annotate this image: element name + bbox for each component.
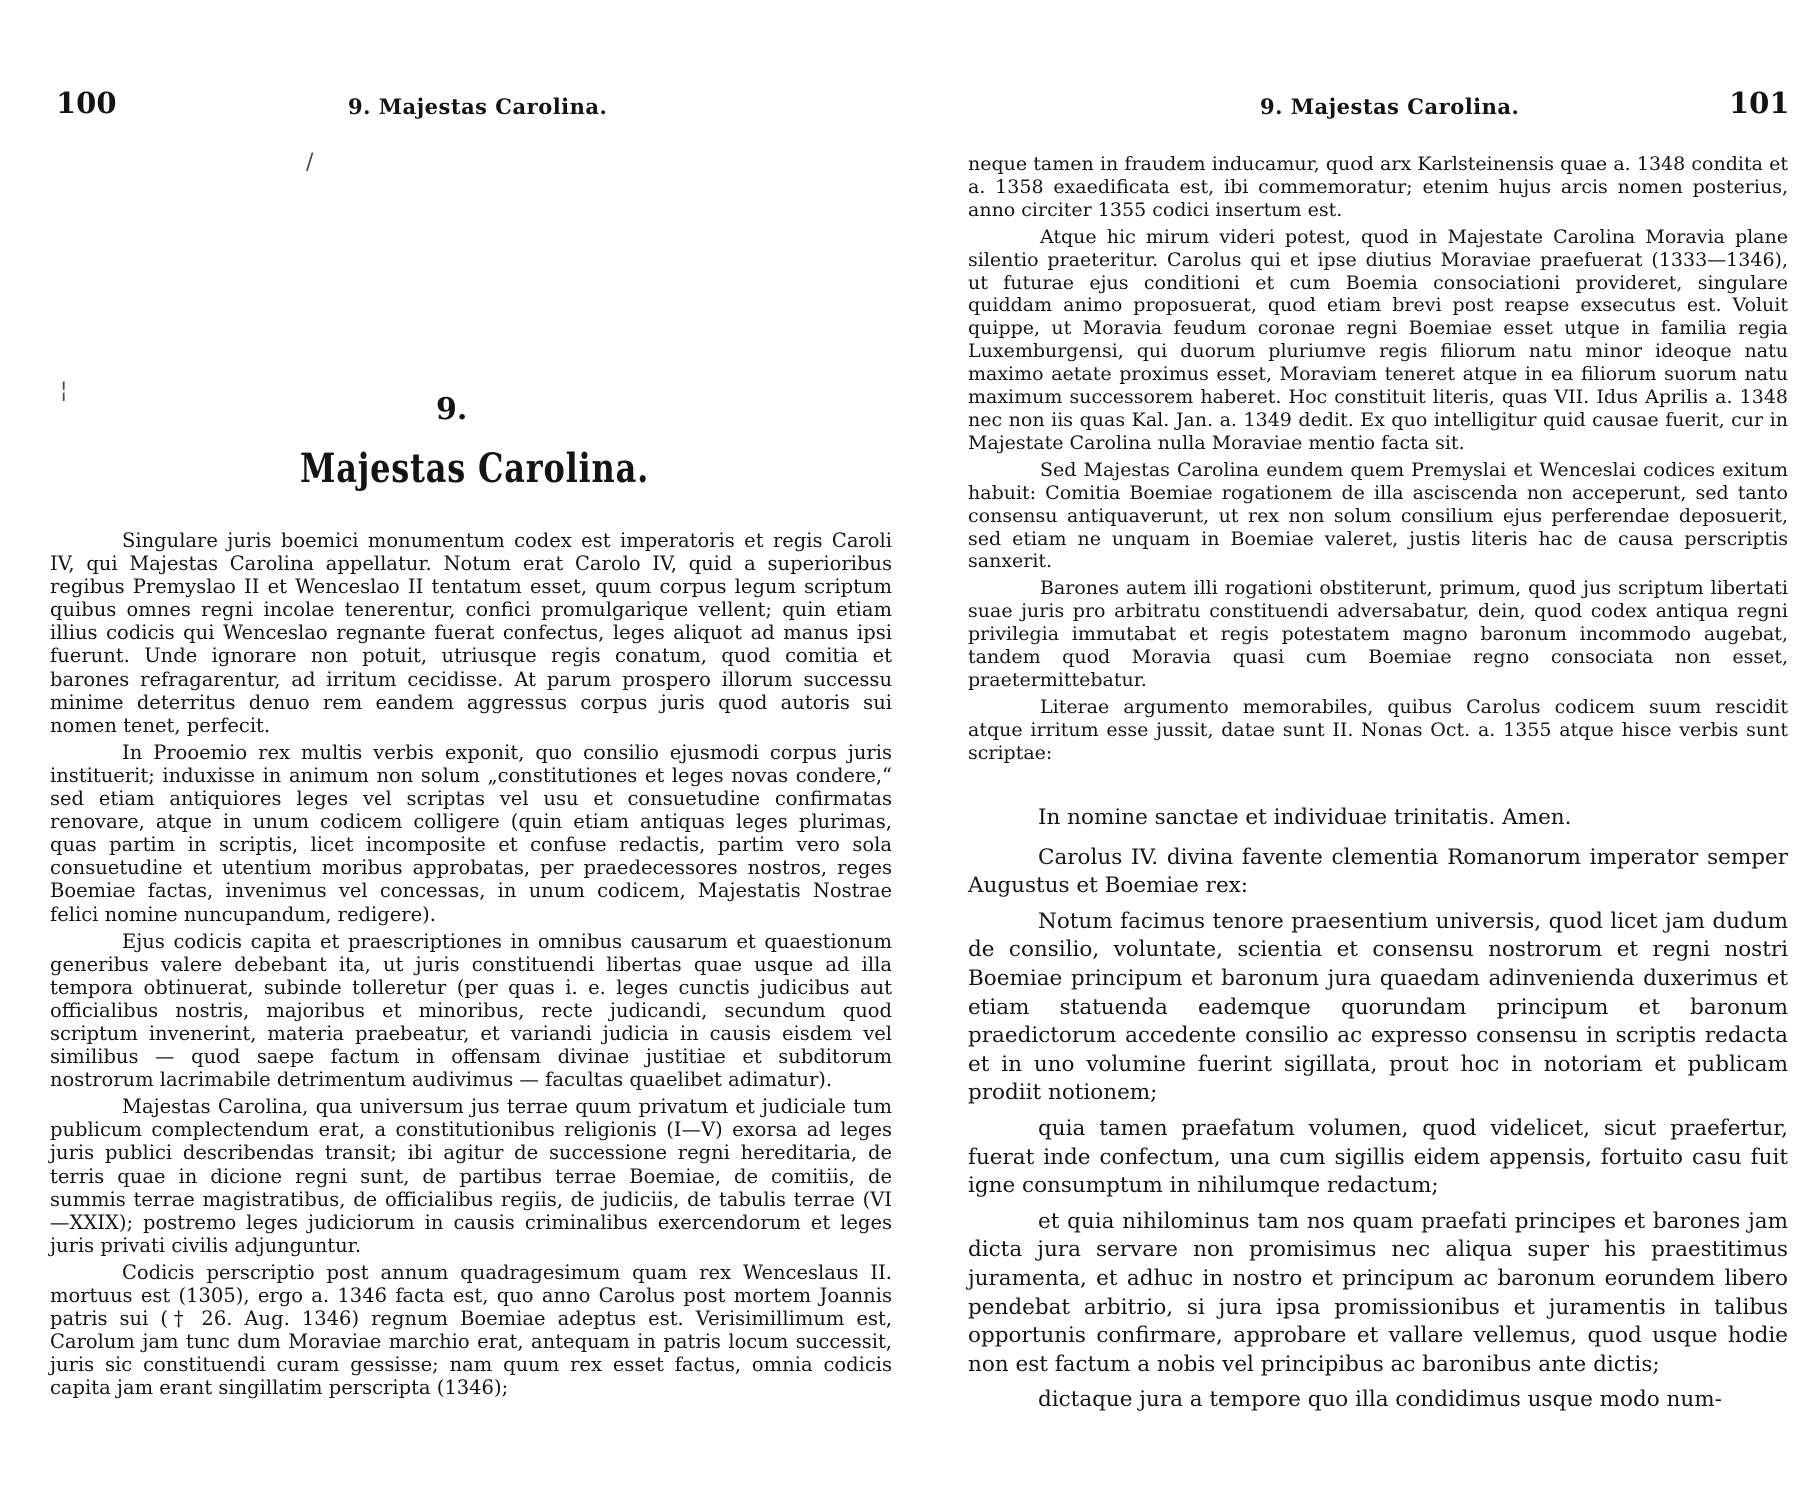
stray-mark: ¦	[60, 378, 68, 403]
charter-paragraph: Carolus IV. divina favente clementia Romanorum imperator semper Augustus et Boemiae rex:	[968, 844, 1788, 899]
charter-text	[968, 804, 1788, 1415]
right-body	[968, 153, 1788, 765]
paragraph: Literae argumento memorabiles, quibus Carolus codicem suum rescidit atque irritum esse jussit, datae sunt II. Nonas Oct. a. 1355 atque hisce verbis sunt scriptae:	[968, 695, 1788, 764]
paragraph: Singulare juris boemici monumentum codex est imperatoris et regis Caroli IV, qui Majestas Carolina appellatur. Notum erat Carolo IV, quid a superioribus regibus Premyslao II et Wenceslao II tentatum esset, quum corpus legum scriptum quibus omnes regni incolae tenerentur, confici promulgarique vellent; quin etiam illius codicis qui Wenceslao regnante fuerat confectus, leges aliquot ad manus ipsi fuerunt. Unde ignorare non potuit, utriusque regis conatum, quod comitia et barones refragarentur, ad irritum cecidisse. At parum prospero illorum successu minime deterritus denuo rem eandem aggressus corpus juris quod autoris sui nomen tenet, perfecit.	[50, 529, 892, 737]
paragraph: Barones autem illi rogationi obstiterunt, primum, quod jus scriptum libertati suae juris pro arbitratu constituendi adversabatur, dein, quod codex antiqua regni privilegia immutabat et regis potestatem magno baronum incommodo augebat, tandem quod Moravia quasi cum Boemiae regno consociata non esset, praetermittebatur.	[968, 577, 1788, 691]
running-head: 9. Majestas Carolina.	[348, 94, 608, 119]
charter-paragraph: dictaque jura a tempore quo illa condidimus usque modo num-	[1038, 1387, 1722, 1413]
paragraph: Atque hic mirum videri potest, quod in Majestate Carolina Moravia plane silentio praeteritur. Carolus qui et ipse diutius Moraviae praefuerat (1333—1346), ut futurae ejus conditioni et cum Boemia consociationi provideret, singulare quiddam animo proposuerat, quod etiam brevi post reapse exsecutus est. Voluit quippe, ut Moravia feudum coronae regni Boemiae esset utque in familia regia Luxemburgensi, qui duorum pluriumve regis filiorum natu minor ideoque natu maximo aetate proximus esset, Moraviam teneret atque in ea filiorum suorum natu maximum successorem haberet. Hoc constituit literis, quas VII. Idus Aprilis a. 1348 nec non iis quas Kal. Jan. a. 1349 dedit. Ex quo intelligitur quid causae fuerit, cur in Majestate Carolina nulla Moraviae mentio facta sit.	[968, 225, 1788, 454]
paragraph: Majestas Carolina, qua universum jus terrae quum privatum et judiciale tum publicum complectendum erat, a constitutionibus religionis (I—V) exorsa ad leges juris publici describendas transit; ibi agitur de successione regni hereditaria, de terris quae in dicione regni sunt, de partibus terrae Boemiae, de comitiis, de summis terrae magistratibus, de officialibus regiis, de judiciis, de tabulis terrae (VI—XXIX); postremo leges judiciorum in causis criminalibus exercendorum et leges juris privati civilis adjunguntur.	[50, 1095, 892, 1257]
running-head: 9. Majestas Carolina.	[1260, 94, 1520, 119]
left-body	[50, 529, 892, 1399]
charter-invocation: In nomine sanctae et individuae trinitatis. Amen.	[1038, 805, 1572, 830]
page-number: 100	[56, 86, 117, 120]
page-number: 101	[1729, 86, 1790, 120]
left-page	[0, 0, 900, 1500]
paragraph: Ejus codicis capita et praescriptiones in omnibus causarum et quaestionum generibus valere debebant ita, ut juris constituendi libertas quae usque ad illa tempora obtinuerat, subinde tolleretur (per quas i. e. leges cunctis judicibus aut officialibus nostris, majoribus et minoribus, recte judicandi, secundum quod scriptum invenerint, materia praebeatur, et variandi judicia in causis eisdem vel similibus — quod saepe factum in offensam divinae justitiae et subditorum nostrorum lacrimabile detrimentum audivimus — facultas quaelibet adimatur).	[50, 929, 892, 1092]
charter-paragraph: Notum facimus tenore praesentium universis, quod licet jam dudum de consilio, voluntate, scientia et consensu nostrorum et regni nostri Boemiae principum et baronum jura quaedam adinvenienda duxerimus et etiam statuenda eademque quorundam principum et baronum praedictorum accedente consilio ac expresso consensu in scriptis redacta et in uno volumine fuerint sigillata, prout hoc in notoriam et publicam prodiit notionem;	[968, 908, 1788, 1106]
paragraph: Sed Majestas Carolina eundem quem Premyslai et Wenceslai codices exitum habuit: Comitia Boemiae rogationem de illa asciscenda non acceperunt, sed tanto consensu antiquaverunt, ut rex non solum consilium ejus perferendae deposuerit, sed etiam ne unquam in Boemiae valeret, justis literis hac de causa perscriptis sanxerit.	[968, 458, 1788, 573]
chapter-number: 9.	[436, 392, 468, 427]
charter-paragraph: quia tamen praefatum volumen, quod videlicet, sicut praefertur, fuerat inde confectum, una cum sigillis eidem appensis, fortuito casu fuit igne consumptum in nihilumque redactum;	[968, 1115, 1788, 1199]
right-page	[920, 0, 1814, 1500]
stray-mark: /	[306, 150, 314, 175]
paragraph: neque tamen in fraudem inducamur, quod arx Karlsteinensis quae a. 1348 condita et a. 1358 exaedificata est, ibi commemoratur; etenim hujus arcis nomen posterius, anno circiter 1355 codici insertum est.	[968, 153, 1788, 221]
chapter-title: Majestas Carolina.	[300, 445, 650, 492]
charter-paragraph: et quia nihilominus tam nos quam praefati principes et barones jam dicta jura servare non promisimus nec aliqua super his praestitimus juramenta, et adhuc in nostro et principum ac baronum eorundem libero pendebat arbitrio, si jura ipsa promissionibus et juramentis in talibus opportunis confirmare, approbare et vallare vellemus, quod usque hodie non est factum a nobis vel principibus ac baronibus ante dictis;	[968, 1208, 1788, 1377]
paragraph: In Prooemio rex multis verbis exponit, quo consilio ejusmodi corpus juris instituerit; induxisse in animum non solum „constitutiones et leges novas condere,“ sed etiam antiquiores leges vel scriptas vel usu et consuetudine confirmatas renovare, atque in unum codicem colligere (quin etiam antiquas leges plurimas, quas partim in scriptis, licet incomposite et confuse redactis, partim vero sola consuetudine et utentium moribus approbatas, per praedecessores nostros, reges Boemiae factas, invenimus vel concessas, in unum codicem, Majestatis Nostrae felici nomine nuncupandum, redigere).	[50, 740, 892, 926]
paragraph: Codicis perscriptio post annum quadragesimum quam rex Wenceslaus II. mortuus est (1305), ergo a. 1346 facta est, quo anno Carolus post mortem Joannis patris sui († 26. Aug. 1346) regnum Boemiae adeptus est. Verisimillimum est, Carolum jam tunc dum Moraviae marchio erat, antequam in patris locum successit, juris sic constituendi curam gessisse; nam quum rex esset factus, omnia codicis capita jam erant singillatim perscripta (1346);	[50, 1260, 892, 1400]
